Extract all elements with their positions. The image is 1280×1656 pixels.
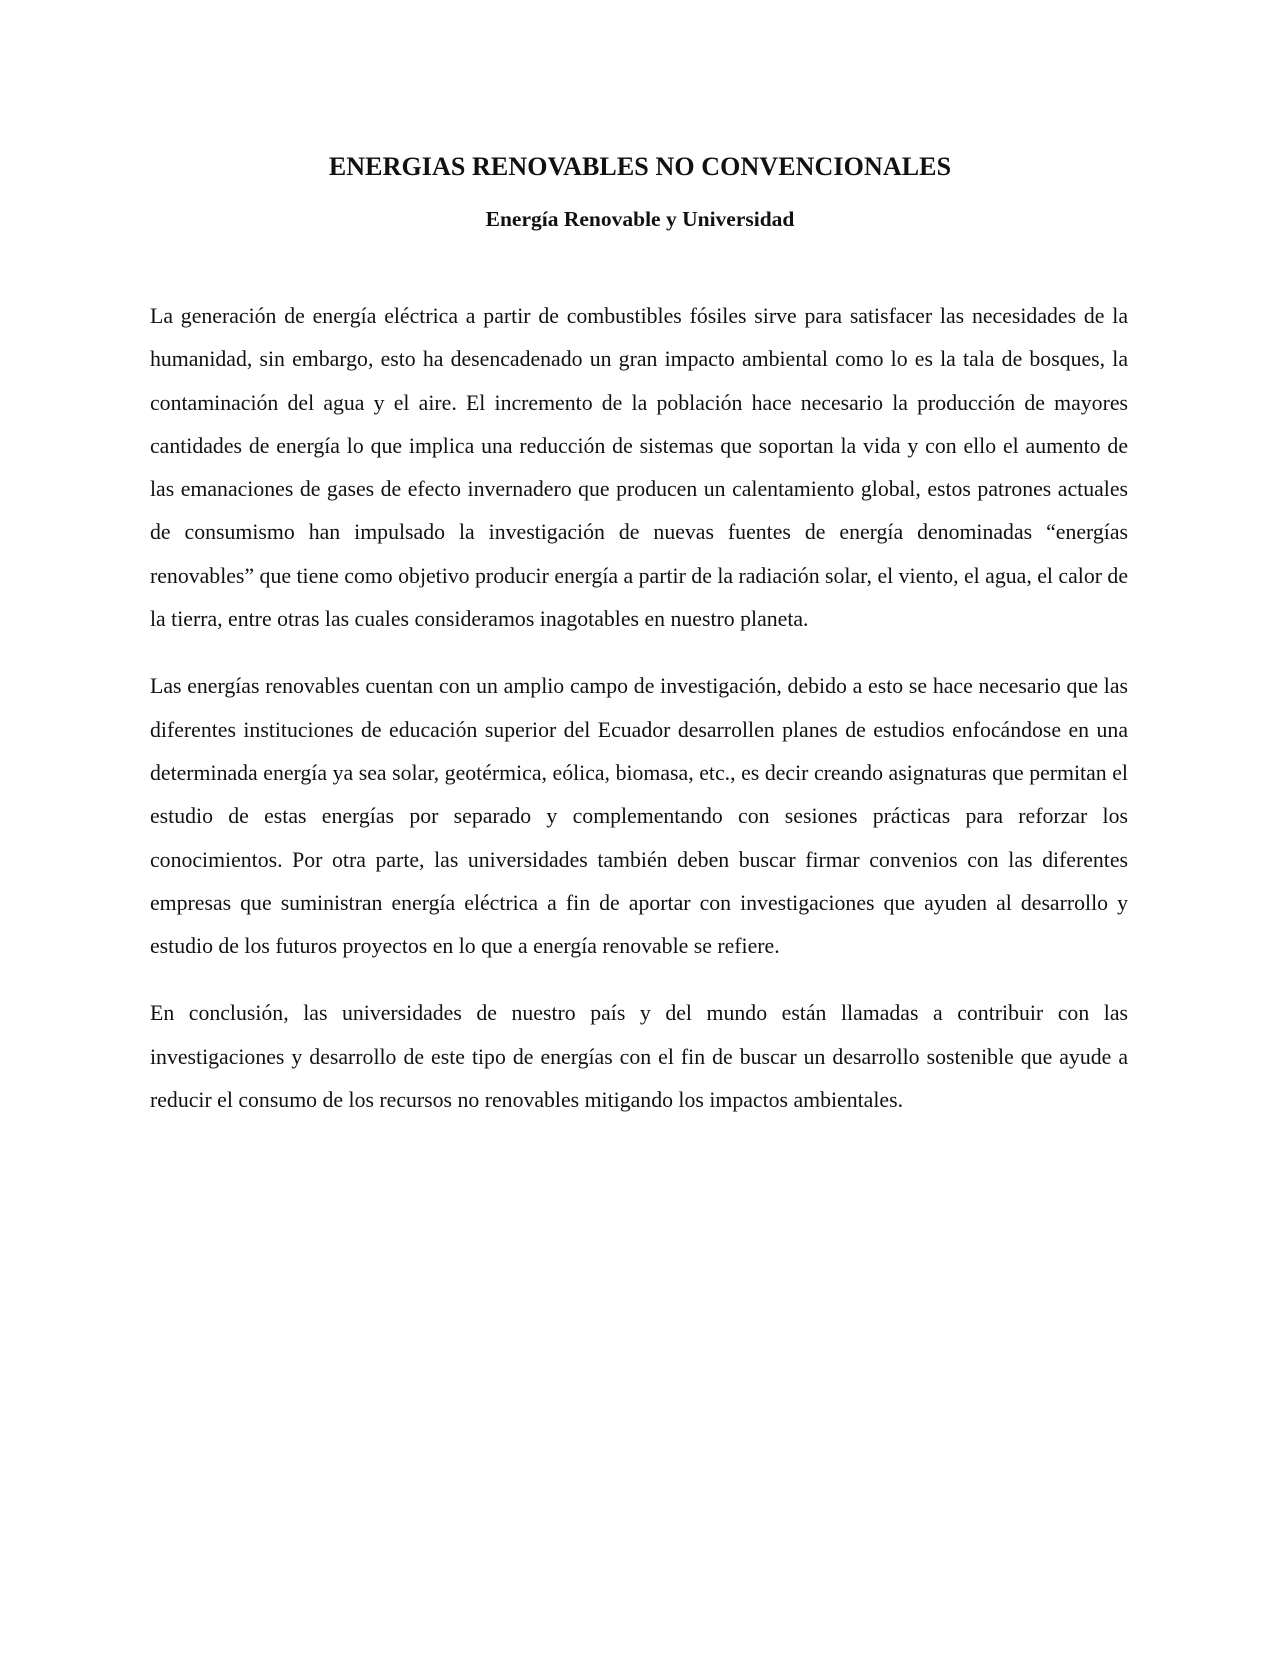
paragraph-2: Las energías renovables cuentan con un amplio campo de investigación, debido a esto se hace necesario que las diferentes instituciones de educación superior del Ecuador desarrollen planes de estudios enfocándose en una determinada energía ya sea solar, geotérmica, eólica, biomasa, etc., es decir creando asignaturas que permitan el estudio de estas energías por separado y complementando con sesiones prácticas para reforzar los conocimientos. Por otra parte, las universidades también deben buscar firmar convenios con las diferentes empresas que suministran energía eléctrica a fin de aportar con investigaciones que ayuden al desarrollo y estudio de los futuros proyectos en lo que a energía renovable se refiere.	[150, 674, 1128, 959]
paragraph-3: En conclusión, las universidades de nuestro país y del mundo están llamadas a contribuir con las investigaciones y desarrollo de este tipo de energías con el fin de buscar un desarrollo sostenible que ayude a reducir el consumo de los recursos no renovables mitigando los impactos ambientales.	[150, 1001, 1128, 1113]
document-body	[150, 295, 1128, 1146]
paragraph-1: La generación de energía eléctrica a partir de combustibles fósiles sirve para satisfacer las necesidades de la humanidad, sin embargo, esto ha desencadenado un gran impacto ambiental como lo es la tala de bosques, la contaminación del agua y el aire. El incremento de la población hace necesario la producción de mayores cantidades de energía lo que implica una reducción de sistemas que soportan la vida y con ello el aumento de las emanaciones de gases de efecto invernadero que producen un calentamiento global, estos patrones actuales de consumismo han impulsado la investigación de nuevas fuentes de energía denominadas “energías renovables” que tiene como objetivo producir energía a partir de la radiación solar, el viento, el agua, el calor de la tierra, entre otras las cuales consideramos inagotables en nuestro planeta.	[150, 304, 1128, 632]
document-subtitle: Energía Renovable y Universidad	[485, 207, 795, 231]
document-title: ENERGIAS RENOVABLES NO CONVENCIONALES	[328, 152, 952, 181]
